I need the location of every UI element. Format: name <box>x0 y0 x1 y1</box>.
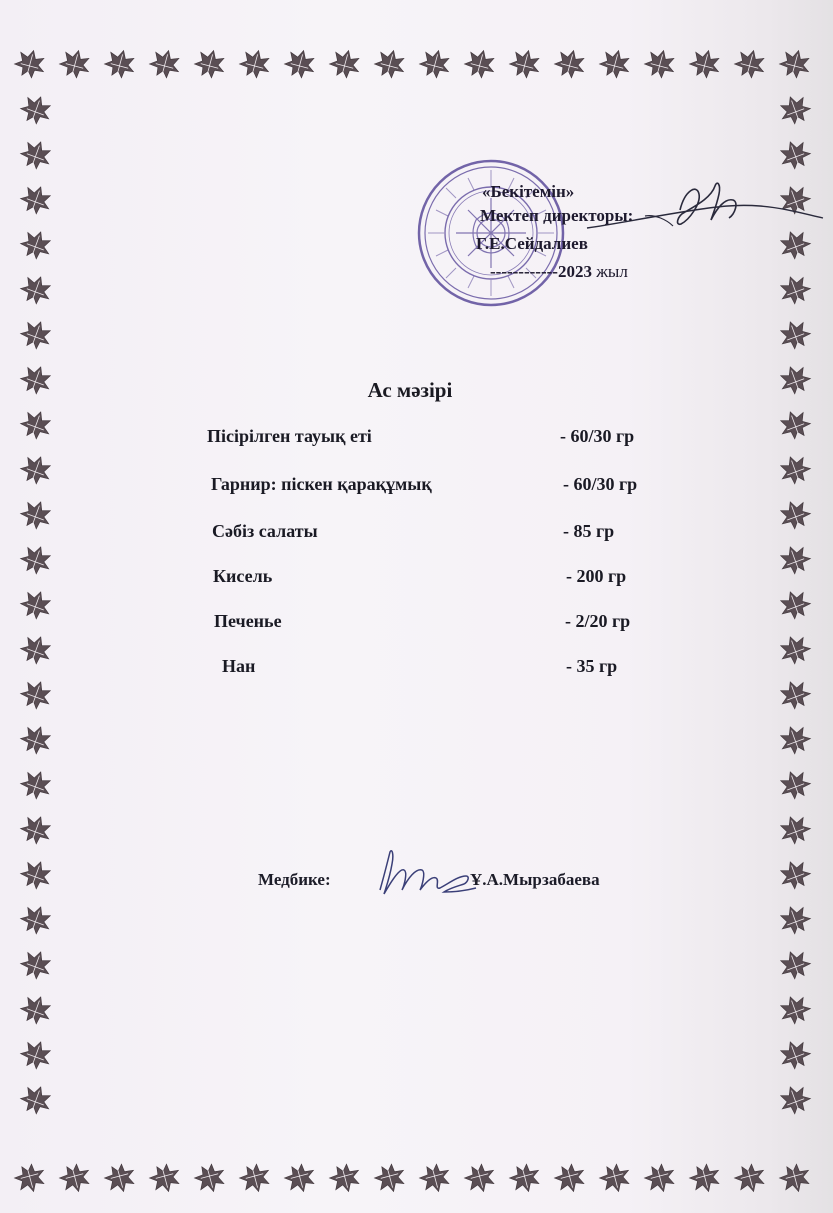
border-leaf-ornament <box>777 47 813 81</box>
border-leaf-ornament <box>17 767 54 803</box>
border-leaf-ornament <box>776 317 813 353</box>
border-leaf-ornament <box>17 632 54 668</box>
border-leaf-ornament <box>732 47 768 81</box>
border-leaf-ornament <box>776 947 813 983</box>
border-leaf-ornament <box>327 1162 363 1196</box>
border-leaf-ornament <box>776 677 813 713</box>
border-leaf-ornament <box>776 857 813 893</box>
nurse-signature <box>370 846 480 904</box>
approval-title: «Бекітемін» <box>482 182 575 201</box>
border-leaf-ornament <box>776 92 813 128</box>
menu-item-amount: - 2/20 гр <box>565 611 631 631</box>
border-leaf-ornament <box>417 1162 453 1196</box>
border-leaf-ornament <box>192 47 228 81</box>
border-leaf-ornament <box>776 902 813 938</box>
border-leaf-ornament <box>17 947 54 983</box>
border-leaf-ornament <box>776 812 813 848</box>
nurse-label: Медбике: <box>258 870 331 889</box>
director-role: Мектеп директоры: <box>480 206 634 225</box>
border-leaf-ornament <box>642 1162 678 1196</box>
border-leaf-ornament <box>57 1162 93 1196</box>
border-leaf-ornament <box>597 47 633 81</box>
border-leaf-ornament <box>17 992 54 1028</box>
border-leaf-ornament <box>12 47 48 81</box>
border-leaf-ornament <box>17 407 54 443</box>
border-leaf-ornament <box>327 47 363 81</box>
date-blank: ------------ <box>490 262 558 281</box>
date-suffix: жыл <box>596 262 628 281</box>
menu-item-amount: - 60/30 гр <box>560 426 635 446</box>
border-leaf-ornament <box>777 1162 813 1196</box>
menu-item-name: Сәбіз салаты <box>212 521 318 541</box>
border-leaf-ornament <box>776 407 813 443</box>
border-leaf-ornament <box>17 722 54 758</box>
border-leaf-ornament <box>372 47 408 81</box>
border-leaf-ornament <box>17 137 54 173</box>
border-leaf-ornament <box>776 272 813 308</box>
date-year: 2023 <box>557 262 592 281</box>
border-leaf-ornament <box>17 812 54 848</box>
border-leaf-ornament <box>17 542 54 578</box>
border-leaf-ornament <box>776 452 813 488</box>
border-leaf-ornament <box>687 47 723 81</box>
border-leaf-ornament <box>462 47 498 81</box>
border-leaf-ornament <box>102 1162 138 1196</box>
menu-item-name: Кисель <box>213 566 273 586</box>
border-leaf-ornament <box>282 1162 318 1196</box>
border-leaf-ornament <box>776 542 813 578</box>
border-leaf-ornament <box>687 1162 723 1196</box>
border-leaf-ornament <box>102 47 138 81</box>
border-leaf-ornament <box>17 857 54 893</box>
border-leaf-ornament <box>282 47 318 81</box>
border-leaf-ornament <box>776 137 813 173</box>
border-leaf-ornament <box>417 47 453 81</box>
menu-item-name: Нан <box>222 656 256 676</box>
menu-item-name: Пісірілген тауық еті <box>207 426 372 446</box>
director-name: Г.Е.Сейдалиев <box>476 234 588 253</box>
border-leaf-ornament <box>507 1162 543 1196</box>
border-leaf-ornament <box>776 1082 813 1118</box>
menu-item-name: Печенье <box>214 611 282 631</box>
border-leaf-ornament <box>776 497 813 533</box>
border-leaf-ornament <box>776 722 813 758</box>
nurse-name: Ұ.А.Мырзабаева <box>470 870 600 889</box>
menu-title: Ас мәзірі <box>367 378 453 402</box>
border-leaf-ornament <box>642 47 678 81</box>
border-leaf-ornament <box>17 317 54 353</box>
border-leaf-ornament <box>776 1037 813 1073</box>
border-leaf-ornament <box>17 182 54 218</box>
border-leaf-ornament <box>192 1162 228 1196</box>
border-leaf-ornament <box>372 1162 408 1196</box>
menu-item-amount: - 85 гр <box>563 521 615 541</box>
border-leaf-ornament <box>552 1162 588 1196</box>
border-leaf-ornament <box>17 1082 54 1118</box>
approval-block <box>470 178 700 288</box>
border-leaf-ornament <box>776 632 813 668</box>
border-leaf-ornament <box>147 47 183 81</box>
border-leaf-ornament <box>17 587 54 623</box>
approval-date <box>490 262 628 282</box>
border-leaf-ornament <box>776 767 813 803</box>
border-leaf-ornament <box>776 587 813 623</box>
border-leaf-ornament <box>732 1162 768 1196</box>
menu-item-amount: - 200 гр <box>566 566 627 586</box>
border-leaf-ornament <box>17 677 54 713</box>
menu-item-amount: - 35 гр <box>566 656 618 676</box>
border-leaf-ornament <box>597 1162 633 1196</box>
border-leaf-ornament <box>462 1162 498 1196</box>
border-leaf-ornament <box>237 47 273 81</box>
border-leaf-ornament <box>17 227 54 263</box>
border-leaf-ornament <box>147 1162 183 1196</box>
border-leaf-ornament <box>237 1162 273 1196</box>
menu-item-name: Гарнир: піскен қарақұмық <box>211 474 432 494</box>
border-leaf-ornament <box>17 902 54 938</box>
menu-item-amount: - 60/30 гр <box>563 474 638 494</box>
border-leaf-ornament <box>17 92 54 128</box>
border-leaf-ornament <box>17 497 54 533</box>
border-leaf-ornament <box>507 47 543 81</box>
border-leaf-ornament <box>17 1037 54 1073</box>
border-leaf-ornament <box>776 992 813 1028</box>
border-leaf-ornament <box>552 47 588 81</box>
border-leaf-ornament <box>57 47 93 81</box>
border-leaf-ornament <box>17 452 54 488</box>
border-leaf-ornament <box>17 272 54 308</box>
border-leaf-ornament <box>12 1162 48 1196</box>
